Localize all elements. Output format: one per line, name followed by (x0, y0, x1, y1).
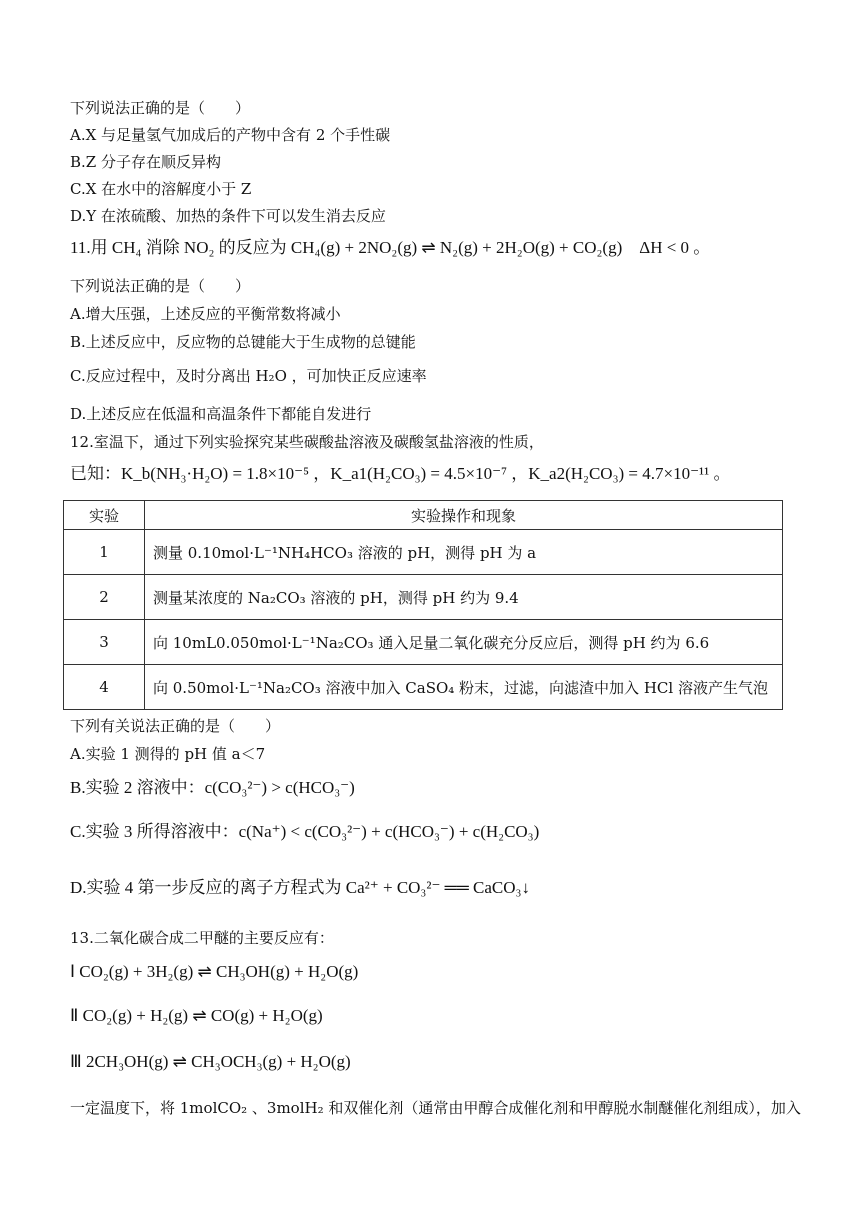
table-header-experiment: 实验 (64, 501, 145, 530)
q10-option-b: B.Z 分子存在顺反异构 (70, 153, 221, 171)
experiment-table (63, 500, 783, 710)
table-row (64, 620, 783, 665)
table-header-row (64, 501, 783, 530)
table-row (64, 665, 783, 710)
q13-reaction-2: Ⅱ CO₂(g) + H₂(g) ⇌ CO(g) + H₂O(g) (70, 1006, 323, 1025)
q12-option-d: D.实验 4 第一步反应的离子方程式为 Ca²⁺ + CO₃²⁻ ══ CaCO₃↓ (70, 878, 530, 897)
q12-option-b: B.实验 2 溶液中：c(CO₃²⁻) > c(HCO₃⁻) (70, 778, 355, 797)
table-cell-num: 1 (64, 530, 145, 575)
table-cell-desc: 测量某浓度的 Na₂CO₃ 溶液的 pH，测得 pH 约为 9.4 (145, 575, 783, 620)
q13-reaction-3: Ⅲ 2CH₃OH(g) ⇌ CH₃OCH₃(g) + H₂O(g) (70, 1052, 351, 1071)
table-cell-desc: 向 0.50mol·L⁻¹Na₂CO₃ 溶液中加入 CaSO₄ 粉末，过滤，向滤渣中加入 HCl 溶液产生气泡 (145, 665, 783, 710)
table-cell-num: 4 (64, 665, 145, 710)
table-cell-desc: 向 10mL0.050mol·L⁻¹Na₂CO₃ 通入足量二氧化碳充分反应后，测得 pH 约为 6.6 (145, 620, 783, 665)
table-header-operation: 实验操作和现象 (145, 501, 783, 530)
q13-tail: 一定温度下，将 1molCO₂ 、3molH₂ 和双催化剂（通常由甲醇合成催化剂和甲醇脱水制醚催化剂组成），加入 (70, 1099, 801, 1117)
q11-intro: 11.用 CH₄ 消除 NO₂ 的反应为 CH₄(g) + 2NO₂(g) ⇌ N₂(g) + 2H₂O(g) + CO₂(g) ΔH < 0 。 (70, 238, 711, 257)
q10-option-c: C.X 在水中的溶解度小于 Z (70, 180, 252, 198)
q12-known-constants: 已知：K_b(NH₃·H₂O) = 1.8×10⁻⁵ ，K_a1(H₂CO₃) = 4.5×10⁻⁷ ，K_a2(H₂CO₃) = 4.7×10⁻¹¹ 。 (70, 464, 731, 483)
table-cell-num: 2 (64, 575, 145, 620)
q11-option-b: B.上述反应中，反应物的总键能大于生成物的总键能 (70, 333, 416, 351)
table-row (64, 575, 783, 620)
q12-option-c: C.实验 3 所得溶液中：c(Na⁺) < c(CO₃²⁻) + c(HCO₃⁻) + c(H₂CO₃) (70, 822, 540, 841)
q11-option-a: A.增大压强，上述反应的平衡常数将减小 (70, 305, 341, 323)
q11-option-c: C.反应过程中，及时分离出 H₂O ，可加快正反应速率 (70, 367, 427, 385)
table-cell-desc: 测量 0.10mol·L⁻¹NH₄HCO₃ 溶液的 pH，测得 pH 为 a (145, 530, 783, 575)
table-row (64, 530, 783, 575)
q13-reaction-1: Ⅰ CO₂(g) + 3H₂(g) ⇌ CH₃OH(g) + H₂O(g) (70, 962, 359, 981)
q12-option-a: A.实验 1 测得的 pH 值 a＜7 (70, 745, 266, 763)
q10-option-a: A.X 与足量氢气加成后的产物中含有 2 个手性碳 (70, 126, 391, 144)
q13-intro: 13.二氧化碳合成二甲醚的主要反应有： (70, 929, 334, 947)
q11-option-d: D.上述反应在低温和高温条件下都能自发进行 (70, 405, 372, 423)
q11-stem: 下列说法正确的是（ ） (70, 277, 251, 295)
q12-stem: 下列有关说法正确的是（ ） (70, 717, 281, 735)
q12-intro: 12.室温下，通过下列实验探究某些碳酸盐溶液及碳酸氢盐溶液的性质， (70, 433, 544, 451)
q10-option-d: D.Y 在浓硫酸、加热的条件下可以发生消去反应 (70, 207, 386, 225)
q10-stem: 下列说法正确的是（ ） (70, 99, 251, 117)
table-cell-num: 3 (64, 620, 145, 665)
